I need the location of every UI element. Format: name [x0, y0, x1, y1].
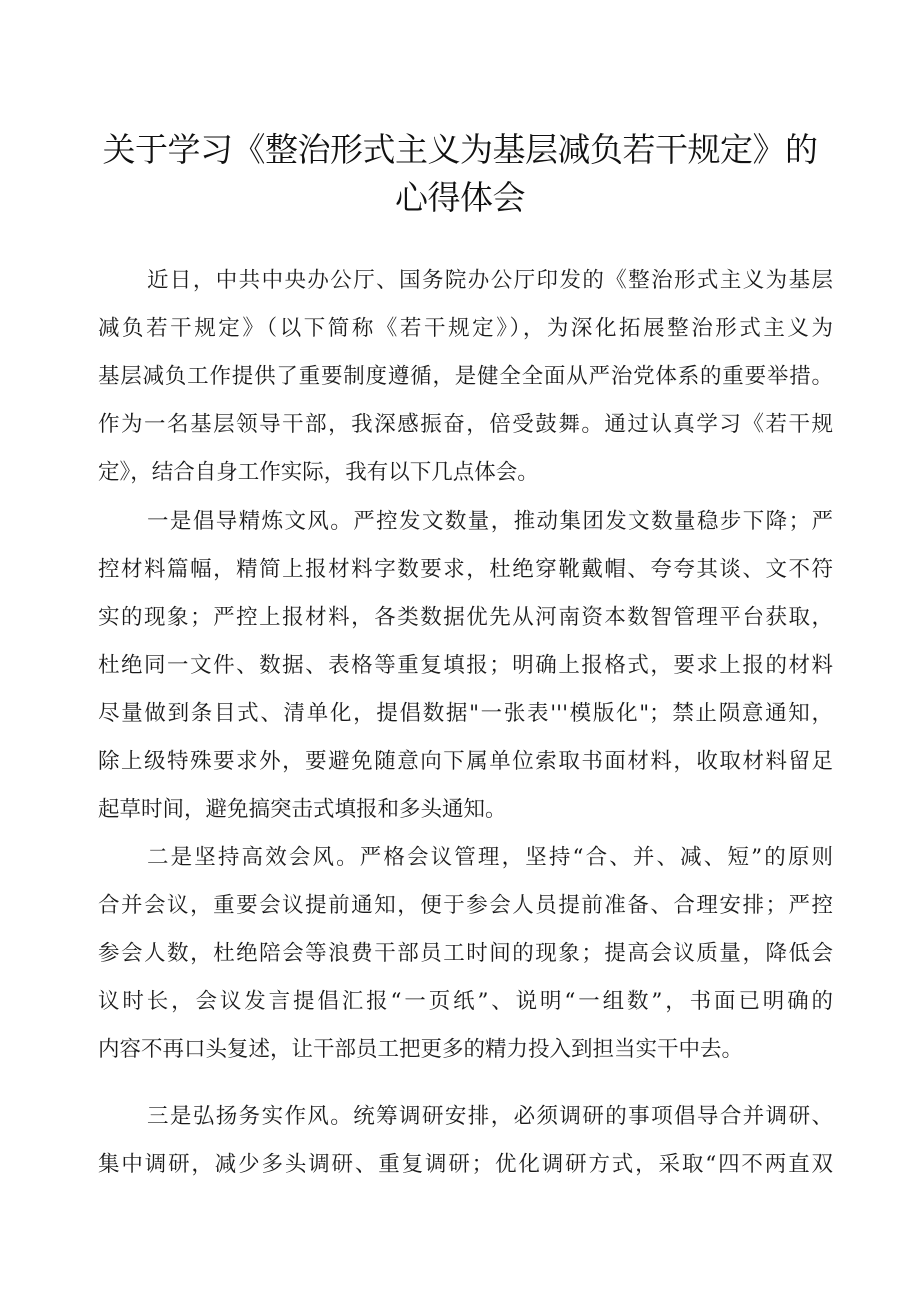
text-line: 三是弘扬务实作风。统筹调研安排，必须调研的事项倡导合并调研、: [147, 1104, 833, 1129]
text-line: 起草时间，避免搞突击式填报和多头通知。: [98, 797, 507, 822]
text-line: 定》，结合自身工作实际，我有以下几点体会。: [98, 460, 539, 485]
text-line: 集中调研，减少多头调研、重复调研；优化调研方式，采取“四不两直双: [98, 1152, 833, 1177]
text-line: 基层减负工作提供了重要制度遵循，是健全全面从严治党体系的重要举措。: [98, 364, 833, 389]
text-line: 杜绝同一文件、数据、表格等重复填报；明确上报格式，要求上报的材料: [98, 653, 833, 678]
text-line: 除上级特殊要求外，要避免随意向下属单位索取书面材料，收取材料留足: [98, 749, 833, 774]
document-title-line-1: 关于学习《整治形式主义为基层减负若干规定》的: [102, 130, 818, 169]
text-line: 作为一名基层领导干部，我深感振奋，倍受鼓舞。通过认真学习《若干规: [98, 412, 833, 437]
text-line: 参会人数，杜绝陪会等浪费干部员工时间的现象；提高会议质量，降低会: [98, 941, 833, 966]
text-line: 减负若干规定》（以下简称《若干规定》），为深化拓展整治形式主义为: [98, 316, 833, 341]
text-line: 议时长，会议发言提倡汇报“一页纸”、说明“一组数”，书面已明确的: [98, 989, 833, 1014]
document-title-line-2: 心得体会: [395, 178, 525, 217]
text-line: 内容不再口头复述，让干部员工把更多的精力投入到担当实干中去。: [98, 1037, 744, 1062]
text-line: 实的现象；严控上报材料，各类数据优先从河南资本数智管理平台获取，: [98, 605, 833, 630]
text-line: 近日，中共中央办公厅、国务院办公厅印发的《整治形式主义为基层: [147, 268, 833, 293]
text-line: 尽量做到条目式、清单化，提倡数据"一张表'''模版化"；禁止陨意通知，: [98, 701, 833, 726]
text-line: 一是倡导精炼文风。严控发文数量，推动集团发文数量稳步下降；严: [147, 509, 833, 534]
text-line: 控材料篇幅，精简上报材料字数要求，杜绝穿靴戴帽、夸夸其谈、文不符: [98, 557, 833, 582]
text-line: 二是坚持高效会风。严格会议管理，坚持“合、并、减、短”的原则: [147, 845, 833, 870]
text-line: 合并会议，重要会议提前通知，便于参会人员提前准备、合理安排；严控: [98, 893, 833, 918]
